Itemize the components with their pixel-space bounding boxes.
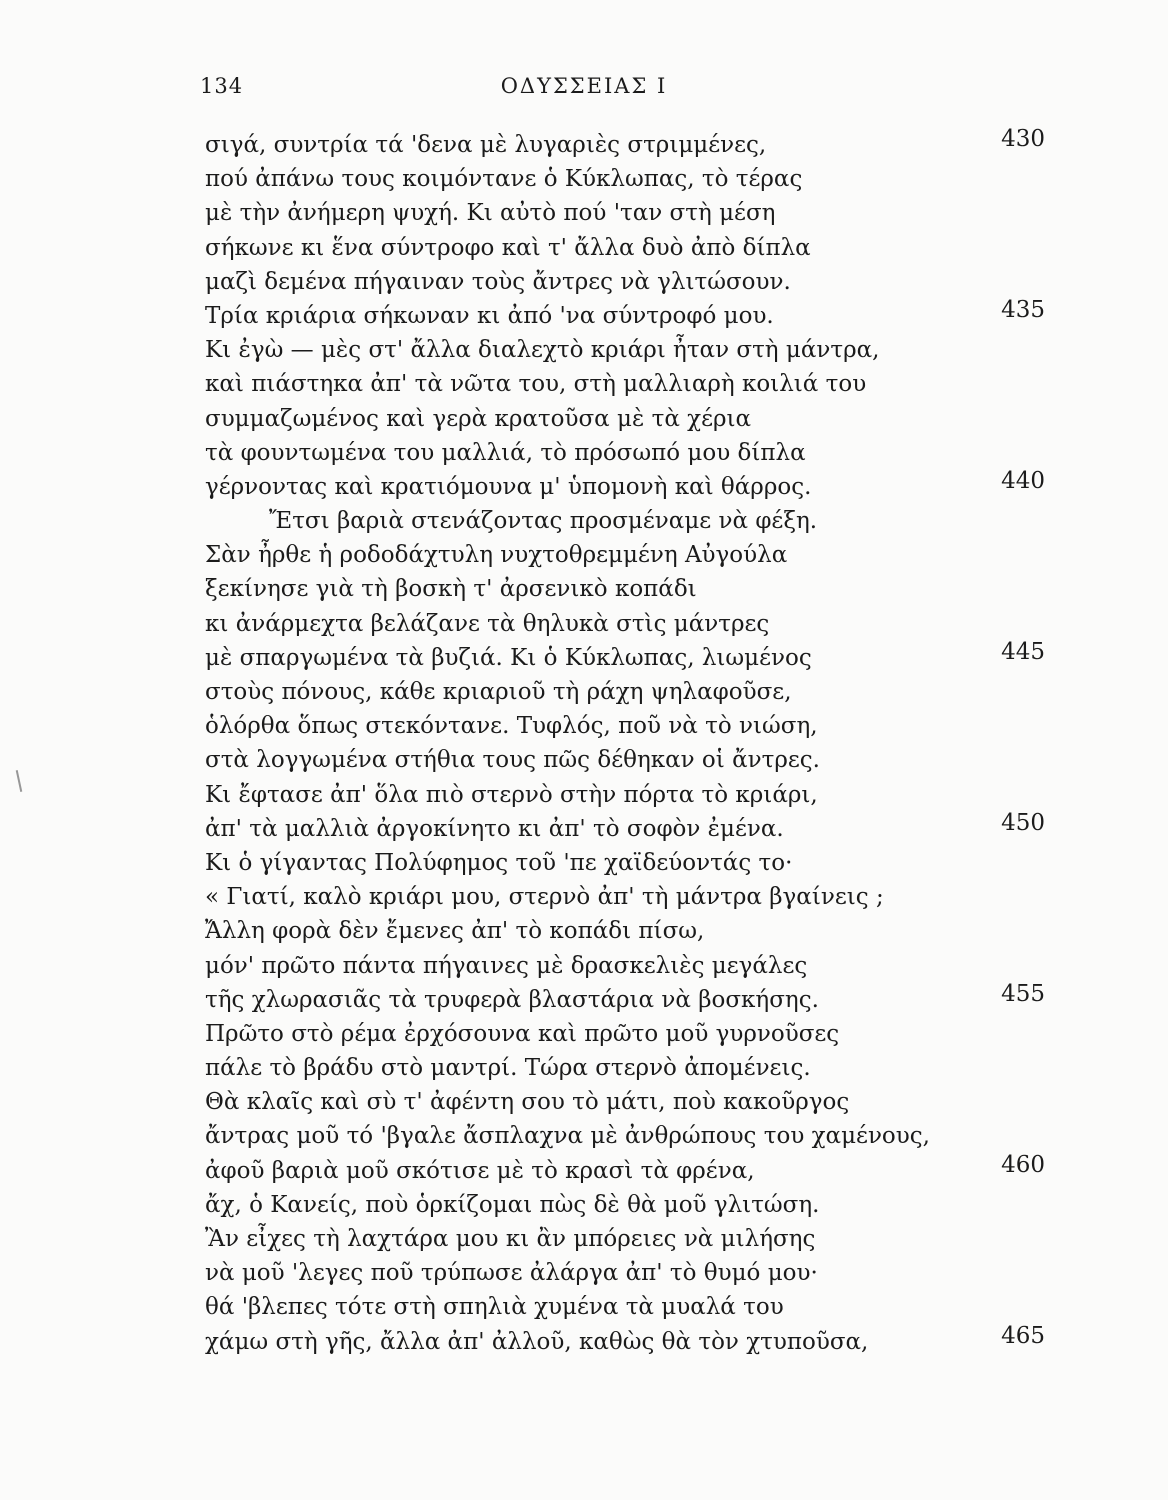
verse-text: κι ἀνάρμεχτα βελάζανε τὰ θηλυκὰ στὶς μάντρες (205, 610, 770, 637)
line-number: 440 (1001, 467, 1045, 494)
verse-text: Τρία κριάρια σήκωναν κι ἀπό 'να σύντροφό μου. (205, 302, 774, 329)
verse-text: « Γιατί, καλὸ κριάρι μου, στερνὸ ἀπ' τὴ μάντρα βγαίνεις ; (205, 884, 884, 911)
verse-text: Κι ὁ γίγαντας Πολύφημος τοῦ 'πε χαϊδεύοντάς το· (205, 849, 793, 876)
verse-line (205, 402, 1055, 436)
verse-text: μὲ τὴν ἀνήμερη ψυχή. Κι αὐτὸ πού 'ταν στὴ μέση (205, 200, 776, 227)
verse-line (205, 467, 1055, 504)
verse-text: τὰ φουντωμένα του μαλλιά, τὸ πρόσωπό μου δίπλα (205, 439, 806, 466)
verse-line (205, 231, 1055, 265)
margin-mark (16, 770, 23, 792)
line-number: 460 (1001, 1151, 1045, 1178)
verse-text: στὰ λογγωμένα στήθια τους πῶς δέθηκαν οἱ ἄντρες. (205, 747, 820, 774)
verse-line (205, 914, 1055, 948)
verse-line (205, 367, 1055, 401)
verse-line (205, 1322, 1055, 1359)
verse-text: Πρῶτο στὸ ρέμα ἐρχόσουνα καὶ πρῶτο μοῦ γυρνοῦσες (205, 1020, 840, 1047)
verse-text: ξεκίνησε γιὰ τὴ βοσκὴ τ' ἀρσενικὸ κοπάδι (205, 576, 697, 603)
line-number: 455 (1001, 980, 1045, 1007)
verse-text: γέρνοντας καὶ κρατιόμουνα μ' ὑπομονὴ καὶ θάρρος. (205, 473, 812, 500)
line-number: 445 (1001, 638, 1045, 665)
verse-text: πάλε τὸ βράδυ στὸ μαντρί. Τώρα στερνὸ ἀπομένεις. (205, 1055, 811, 1082)
verse-text: ἄχ, ὁ Κανείς, ποὺ ὁρκίζομαι πὼς δὲ θὰ μοῦ γλιτώση. (205, 1191, 820, 1218)
verse-text: μόν' πρῶτο πάντα πήγαινες μὲ δρασκελιὲς μεγάλες (205, 952, 808, 979)
running-title: ΟΔΥΣΣΕΙΑΣ Ι (500, 74, 668, 98)
verse-line (205, 1290, 1055, 1324)
verse-line (205, 504, 1055, 538)
page-number: 134 (200, 74, 244, 98)
verse-text: πού ἀπάνω τους κοιμόντανε ὁ Κύκλωπας, τὸ τέρας (205, 166, 803, 193)
verse-line (205, 638, 1055, 675)
verse-text: Κι ἐγὼ — μὲς στ' ἄλλα διαλεχτὸ κριάρι ἦταν στὴ μάντρα, (205, 337, 880, 364)
verse-line (205, 1151, 1055, 1188)
verse-text: Ἔτσι βαριὰ στενάζοντας προσμέναμε νὰ φέξη. (269, 508, 818, 535)
verse-text: σήκωνε κι ἕνα σύντροφο καὶ τ' ἄλλα δυὸ ἀπὸ δίπλα (205, 234, 811, 261)
verse-text: ἄντρας μοῦ τό 'βγαλε ἄσπλαχνα μὲ ἀνθρώπους του χαμένους, (205, 1123, 930, 1150)
verse-text: ὁλόρθα ὅπως στεκόντανε. Τυφλός, ποῦ νὰ τὸ νιώση, (205, 713, 818, 740)
verse-line (205, 128, 1055, 162)
verse-text: Ἂν εἶχες τὴ λαχτάρα μου κι ἂν μπόρειες νὰ μιλήσης (205, 1226, 816, 1252)
verse-text: Σὰν ἦρθε ἡ ροδοδάχτυλη νυχτοθρεμμένη Αὐγούλα (205, 542, 788, 569)
line-number: 430 (1001, 126, 1045, 152)
line-number: 450 (1001, 809, 1045, 836)
verse-text: θά 'βλεπες τότε στὴ σπηλιὰ χυμένα τὰ μυαλά του (205, 1294, 784, 1321)
verse-line (205, 538, 1055, 572)
verse-text: συμμαζωμένος καὶ γερὰ κρατοῦσα μὲ τὰ χέρια (205, 405, 752, 432)
verse-text: τῆς χλωρασιᾶς τὰ τρυφερὰ βλαστάρια νὰ βοσκήσης. (205, 986, 819, 1013)
verse-line (205, 1256, 1055, 1290)
verse-line (205, 778, 1055, 812)
verse-line (205, 162, 1055, 196)
verse-line (205, 880, 1055, 914)
verse-text: Θὰ κλαῖς καὶ σὺ τ' ἀφέντη σου τὸ μάτι, ποὺ κακοῦργος (205, 1089, 850, 1116)
verse-line (205, 1051, 1055, 1085)
verse-line (205, 572, 1055, 606)
verse-line (205, 980, 1055, 1017)
line-number: 465 (1001, 1322, 1045, 1349)
verse-text: καὶ πιάστηκα ἀπ' τὰ νῶτα του, στὴ μαλλιαρὴ κοιλιά του (205, 371, 867, 398)
verse-text: Κι ἔφτασε ἀπ' ὅλα πιὸ στερνὸ στὴν πόρτα τὸ κριάρι, (205, 781, 818, 808)
verse-text: στοὺς πόνους, κάθε κριαριοῦ τὴ ράχη ψηλαφοῦσε, (205, 679, 792, 705)
verse-line (205, 846, 1055, 880)
verse-line (205, 743, 1055, 777)
line-number: 435 (1001, 296, 1045, 323)
verse-text: ἀπ' τὰ μαλλιὰ ἀργοκίνητο κι ἀπ' τὸ σοφὸν ἐμένα. (205, 815, 784, 842)
verse-line (205, 265, 1055, 299)
verse-line (205, 1222, 1055, 1256)
verse-line (205, 1085, 1055, 1119)
verse-block (205, 128, 1055, 1359)
verse-text: σιγά, συντρία τά 'δενα μὲ λυγαριὲς στριμμένες, (205, 132, 767, 158)
verse-line (205, 1017, 1055, 1051)
verse-line (205, 1119, 1055, 1153)
verse-text: νὰ μοῦ 'λεγες ποῦ τρύπωσε ἀλάργα ἀπ' τὸ θυμό μου· (205, 1260, 818, 1287)
verse-text: μαζὶ δεμένα πήγαιναν τοὺς ἄντρες νὰ γλιτώσουν. (205, 268, 791, 295)
verse-line (205, 296, 1055, 333)
verse-line (205, 675, 1055, 709)
verse-line (205, 709, 1055, 743)
verse-text: ἀφοῦ βαριὰ μοῦ σκότισε μὲ τὸ κρασὶ τὰ φρένα, (205, 1157, 755, 1184)
verse-text: Ἄλλη φορὰ δὲν ἔμενες ἀπ' τὸ κοπάδι πίσω, (205, 918, 705, 945)
verse-line (205, 333, 1055, 367)
verse-line (205, 949, 1055, 983)
verse-line (205, 607, 1055, 641)
verse-line (205, 196, 1055, 230)
verse-line (205, 1188, 1055, 1222)
verse-line (205, 436, 1055, 470)
verse-line (205, 809, 1055, 846)
verse-text: μὲ σπαργωμένα τὰ βυζιά. Κι ὁ Κύκλωπας, λιωμένος (205, 644, 812, 671)
verse-text: χάμω στὴ γῆς, ἄλλα ἀπ' ἀλλοῦ, καθὼς θὰ τὸν χτυποῦσα, (205, 1328, 869, 1355)
